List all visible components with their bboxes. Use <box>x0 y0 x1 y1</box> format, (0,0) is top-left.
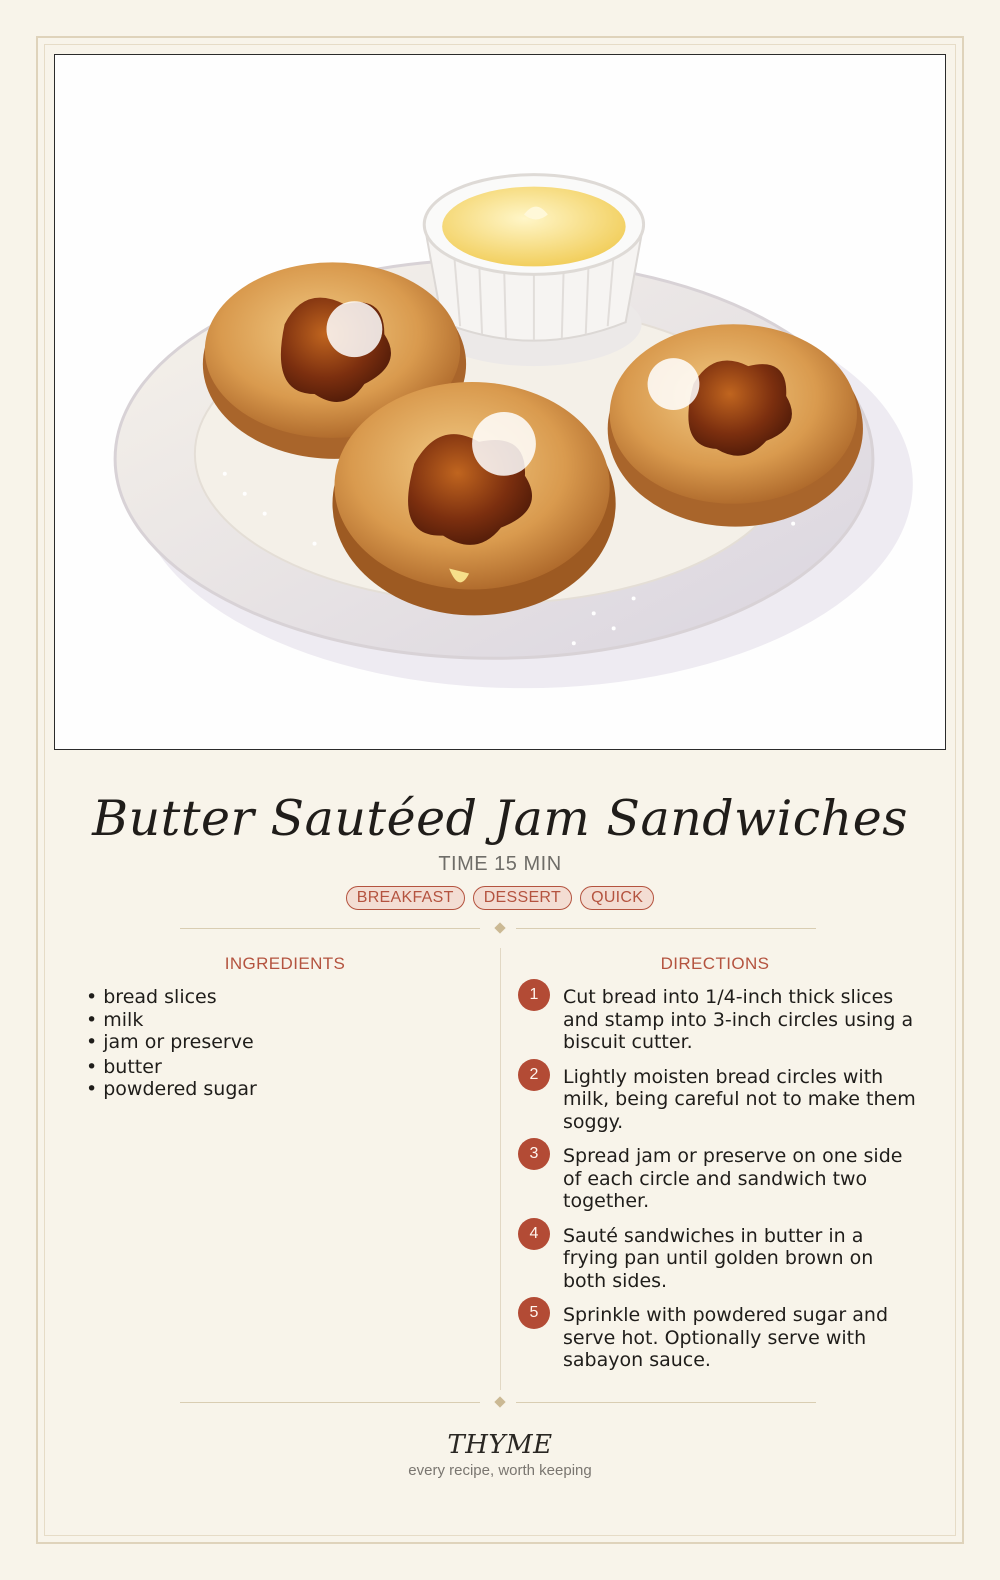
recipe-photo <box>54 54 946 750</box>
divider-right-bottom <box>516 1402 816 1403</box>
step-number-badge: 2 <box>518 1059 550 1091</box>
brand-tagline: every recipe, worth keeping <box>408 1462 592 1479</box>
ingredient-item: • butter <box>86 1056 257 1079</box>
ingredients-heading: INGREDIENTS <box>224 954 346 973</box>
ingredients-list <box>86 986 257 1101</box>
tag-list <box>0 886 1000 910</box>
brand-logo: THYME <box>447 1430 553 1460</box>
divider-left-top <box>180 928 480 929</box>
ingredient-item: • jam or preserve <box>86 1031 257 1054</box>
step-text: Lightly moisten bread circles with milk, being careful not to make them soggy. <box>563 1065 916 1133</box>
direction-step <box>518 1225 918 1293</box>
step-text: Spread jam or preserve on one side of each circle and sandwich two together. <box>563 1145 903 1212</box>
step-text: Cut bread into 1/4-inch thick slices and stamp into 3-inch circles using a biscuit cutter. <box>563 986 914 1053</box>
ingredient-item: • bread slices <box>86 986 257 1009</box>
divider-right-top <box>516 928 816 929</box>
tag-breakfast[interactable]: BREAKFAST <box>346 886 465 910</box>
recipe-title: Butter Sautéed Jam Sandwiches <box>92 790 908 847</box>
column-divider <box>500 948 501 1390</box>
cook-time: TIME 15 MIN <box>438 853 562 875</box>
tag-dessert[interactable]: DESSERT <box>473 886 572 910</box>
directions-list <box>518 986 918 1384</box>
tag-quick[interactable]: QUICK <box>580 886 654 910</box>
direction-step <box>518 986 918 1054</box>
direction-step <box>518 1304 918 1372</box>
ingredient-item: • milk <box>86 1009 257 1032</box>
ingredient-item: • powdered sugar <box>86 1078 257 1101</box>
step-number-badge: 4 <box>518 1218 550 1250</box>
plated-jam-sandwiches-illustration <box>55 55 945 749</box>
step-text: Sauté sandwiches in butter in a frying pan until golden brown on both sides. <box>563 1224 874 1292</box>
directions-heading: DIRECTIONS <box>660 954 770 973</box>
divider-left-bottom <box>180 1402 480 1403</box>
direction-step <box>518 1066 918 1134</box>
step-text: Sprinkle with powdered sugar and serve hot. Optionally serve with sabayon sauce. <box>563 1304 889 1371</box>
step-number-badge: 1 <box>518 979 550 1011</box>
step-number-badge: 3 <box>518 1138 550 1170</box>
step-number-badge: 5 <box>518 1297 550 1329</box>
direction-step <box>518 1145 918 1213</box>
